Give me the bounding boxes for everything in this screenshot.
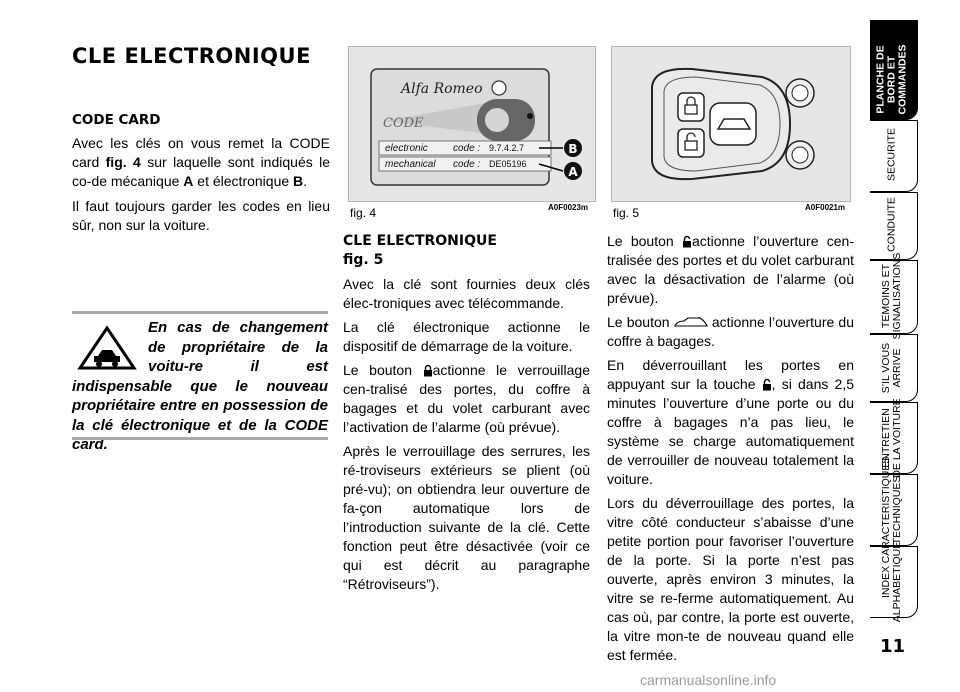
warning-triangle-icon <box>72 322 142 374</box>
warning-box <box>72 318 328 455</box>
code-safety-paragraph: Il faut toujours garder les codes en lieu sûr, non sur la voiture. <box>72 198 330 233</box>
column-middle <box>343 232 590 594</box>
code-card-illustration <box>349 47 595 201</box>
fig-reference: fig. 4 <box>105 154 141 170</box>
label-b: B <box>293 173 304 189</box>
tab-conduite[interactable] <box>870 192 918 260</box>
electronic-code-value: 9.7.4.2.7 <box>489 143 525 153</box>
paragraph-mirrors: Après le verrouillage des serrures, les ré-troviseurs extérieurs se plient (où pré-vu); on obtiendra leur ouverture de fa-çon automatique lors de l’introduction suivante de la clé. Cette fonction peut être désactivée (voir ce qui est décrit au paragraphe “Rétroviseurs”). <box>343 443 590 592</box>
marker-b-label: B <box>568 142 578 156</box>
chapter-tabs-sidebar <box>870 0 960 692</box>
paragraph-start-device: La clé électronique actionne le dispositif de démarrage de la voiture. <box>343 319 590 354</box>
watermark: carmanualsonline.info <box>640 672 777 688</box>
tab-planche-de-bord[interactable] <box>870 20 918 120</box>
text-run: Le bouton <box>607 314 674 330</box>
page-title: CLE ELECTRONIQUE <box>72 44 311 68</box>
tab-securite[interactable] <box>870 120 918 192</box>
tab-label: SECURITE <box>885 127 898 182</box>
warning-text: En cas de changement de propriétaire de la voitu-re il est indispensable que le nouveau propriétaire entre en possession de la clé électronique et de la CODE card. <box>72 319 328 453</box>
page-number: 11 <box>880 636 906 657</box>
paragraph-unlock-button <box>607 232 854 308</box>
text-run: . <box>303 173 308 189</box>
text-run: Avec les clés on vous remet la CODE card <box>72 135 330 170</box>
figure-5-electronic-key <box>611 46 851 202</box>
code-card-paragraph <box>72 134 330 191</box>
tab-index[interactable] <box>870 541 918 623</box>
paragraph-driver-window: Lors du déverrouillage des portes, la vitre côté conducteur s’abaisse d’une petite portion pour favoriser l’ouverture de la porte. Si la porte n’est pas ouverte, après environ 3 minutes, la vitre se re-ferme automatiquement. Au cas où, par contre, la porte est ouverte, la vitre mon-te de nouveau quand elle est fermée. <box>607 495 854 663</box>
figure-4-code-card <box>348 46 596 202</box>
text-run: actionne l’ouverture cen-tralisée des portes et du volet carburant avec la désactivation de l’alarme (où prévue). <box>607 233 855 306</box>
label-a: A <box>183 173 194 189</box>
tab-label: CONDUITE <box>885 197 898 252</box>
column-left <box>72 40 330 235</box>
tab-label: CARACTERISTIQUES TECHNIQUES <box>880 456 903 564</box>
brand-logo-text: Alfa Romeo <box>401 81 483 97</box>
mechanical-code-label: code : <box>453 159 481 170</box>
paragraph-trunk-button <box>607 313 854 351</box>
text-run: , si dans 2,5 minutes l’ouverture d’une porte ou du coffre à bagages n’a pas lieu, le système se charge automatiquement de verrouiller de nouveau totalement la voiture. <box>607 376 854 487</box>
electronic-key-illustration <box>612 47 850 201</box>
text-run: Le bouton <box>607 233 682 249</box>
fig4-caption: fig. 4 <box>350 206 377 220</box>
fig5-caption: fig. 5 <box>613 206 640 220</box>
electronic-label: electronic <box>385 143 428 154</box>
paragraph-keys-supplied: Avec la clé sont fournies deux clés élec-troniques avec télécommande. <box>343 276 590 311</box>
tab-caracteristiques[interactable] <box>870 456 918 564</box>
tab-label: ENTRETIEN DE LA VOITURE <box>880 398 903 478</box>
text-run: Le bouton <box>343 362 423 378</box>
mechanical-label: mechanical <box>385 159 436 170</box>
tab-label: INDEX ALPHABETIQUE <box>880 541 903 623</box>
lock-open-icon <box>682 235 692 248</box>
card-label: CODE <box>383 116 424 131</box>
fig4-ref: A0F0023m <box>548 203 589 212</box>
paragraph-auto-relock <box>607 356 854 489</box>
tab-sil-vous-arrive[interactable] <box>870 334 918 402</box>
text-run: et électronique <box>193 173 294 189</box>
tab-label: PLANCHE DE BORD ET COMMANDES <box>874 44 909 115</box>
warning-rule-top <box>72 311 328 314</box>
tab-label: TEMOINS ET SIGNALISATIONS <box>880 252 903 340</box>
text-run: sur laquelle sont indiqués le co-de mécanique <box>72 154 331 189</box>
trunk-button <box>710 103 756 145</box>
car-trunk-icon <box>674 317 708 329</box>
tab-label: S’IL VOUS ARRIVE <box>880 342 903 394</box>
fig5-ref: A0F0021m <box>805 203 846 212</box>
lock-open-icon <box>762 378 772 391</box>
section-title-fig-ref: fig. 5 <box>343 252 384 268</box>
text-run: actionne le verrouillage cen-tralisé des portes, du coffre à bagages et du volet carburant avec l’activation de l’alarme (où prévue). <box>343 362 590 435</box>
lock-closed-icon <box>423 364 433 377</box>
electronic-code-label: code : <box>453 143 481 154</box>
column-right <box>607 232 854 665</box>
text-run: En déverrouillant les portes en appuyant sur la touche <box>607 357 854 392</box>
section-title-electronic-key: CLE ELECTRONIQUE <box>343 233 497 249</box>
text-run: actionne l’ouverture du coffre à bagages. <box>607 314 854 349</box>
alfa-logo-icon <box>492 81 506 95</box>
tab-temoins[interactable] <box>870 252 918 340</box>
section-title-code-card: CODE CARD <box>72 112 161 128</box>
mechanical-code-value: DE05196 <box>489 159 527 169</box>
marker-a-label: A <box>568 165 578 179</box>
warning-rule-bottom <box>72 437 328 440</box>
paragraph-lock-button <box>343 361 590 437</box>
